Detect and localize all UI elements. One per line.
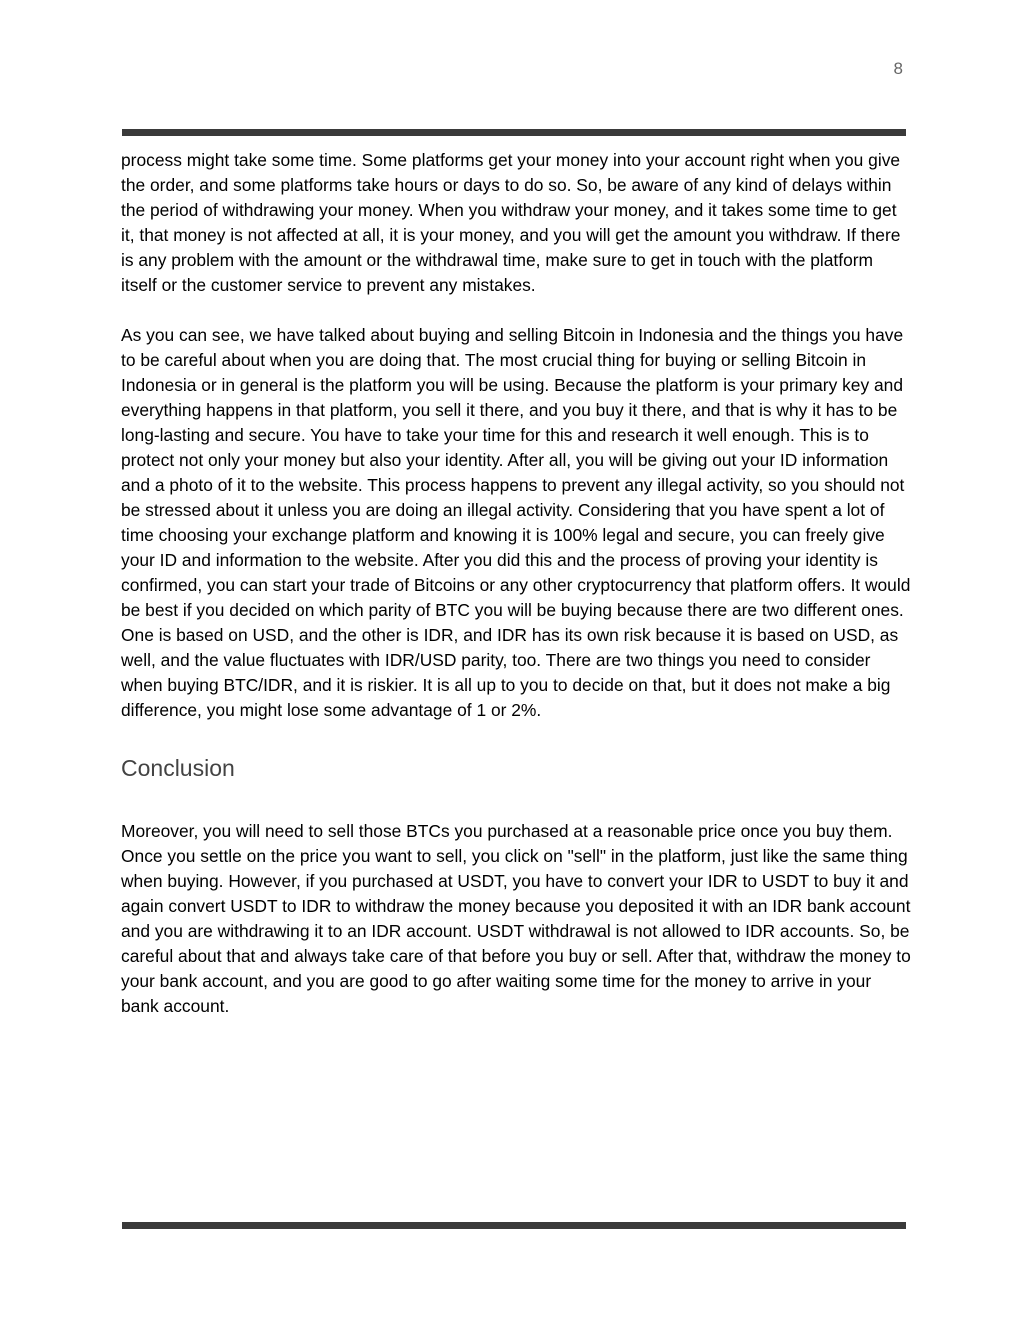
page-number: 8 <box>893 59 903 78</box>
footer-divider <box>122 1222 906 1229</box>
document-body <box>121 148 911 1019</box>
paragraph-conclusion: Moreover, you will need to sell those BTCs you purchased at a reasonable price once you buy them. Once you settle on the price you want to sell, you click on "sell" in the platform, just like the same thing when buying. However, if you purchased at USDT, you have to convert your IDR to USDT to buy it and again convert USDT to IDR to withdraw the money because you deposited it with an IDR bank account and you are withdrawing it to an IDR account. USDT withdrawal is not allowed to IDR accounts. So, be careful about that and always take care of that before you buy or sell. After that, withdraw the money to your bank account, and you are good to go after waiting some time for the money to arrive in your bank account. <box>121 821 911 1016</box>
paragraph-platform-choice: As you can see, we have talked about buying and selling Bitcoin in Indonesia and the things you have to be careful about when you are doing that. The most crucial thing for buying or selling Bitcoin in Indonesia or in general is the platform you will be using. Because the platform is your primary key and everything happens in that platform, you sell it there, and you buy it there, and that is why it has to be long-lasting and secure. You have to take your time for this and research it well enough. This is to protect not only your money but also your identity. After all, you will be giving out your ID information and a photo of it to the website. This process happens to prevent any illegal activity, so you should not be stressed about it unless you are doing an illegal activity. Considering that you have spent a lot of time choosing your exchange platform and knowing it is 100% legal and secure, you can freely give your ID and information to the website. After you did this and the process of proving your identity is confirmed, you can start your trade of Bitcoins or any other cryptocurrency that platform offers. It would be best if you decided on which parity of BTC you will be buying because there are two different ones. One is based on USD, and the other is IDR, and IDR has its own risk because it is based on USD, as well, and the value fluctuates with IDR/USD parity, too. There are two things you need to consider when buying BTC/IDR, and it is riskier. It is all up to you to decide on that, but it does not make a big difference, you might lose some advantage of 1 or 2%. <box>121 325 911 720</box>
paragraph-withdrawal-delays: process might take some time. Some platforms get your money into your account right when you give the order, and some platforms take hours or days to do so. So, be aware of any kind of delays within the period of withdrawing your money. When you withdraw your money, and it takes some time to get it, that money is not affected at all, it is your money, and you will get the amount you withdraw. If there is any problem with the amount or the withdrawal time, make sure to get in touch with the platform itself or the customer service to prevent any mistakes. <box>121 150 901 295</box>
section-heading-conclusion: Conclusion <box>121 755 235 781</box>
header-divider <box>122 129 906 136</box>
